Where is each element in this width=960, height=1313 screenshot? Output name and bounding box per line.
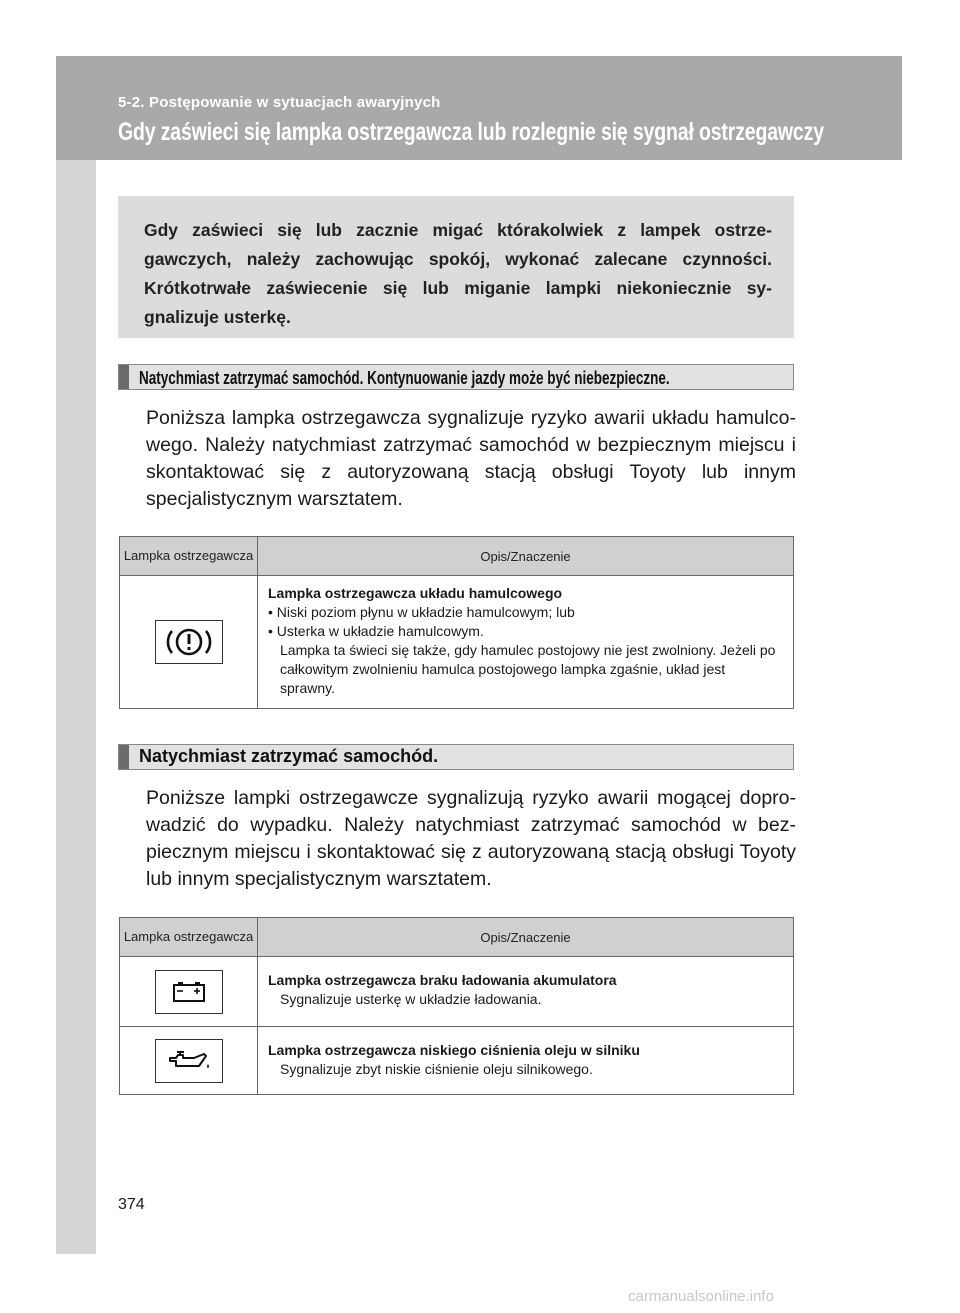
icon-cell: [120, 1027, 258, 1095]
section-heading-2-text: Natychmiast zatrzymać samochód.: [139, 746, 439, 766]
section-2-paragraph: Poniższe lampki ostrzegawcze sygnalizują ryzyko awarii mogącej dopro-wadzić do wypadku. Należy natychmiast zatrzymać samochód w bez-piecznym miejscu i skontaktować się z autoryzowaną stacją obsługi Toyoty lub innym specjalistycznym warsztatem.: [146, 787, 796, 890]
description-cell: [258, 1027, 794, 1095]
page-number: 374: [118, 1196, 145, 1213]
header-description: Opis/Znaczenie: [258, 918, 794, 957]
section-heading-2: [118, 744, 794, 770]
battery-charge-icon: [155, 970, 223, 1014]
brake-warning-table: [119, 536, 794, 709]
icon-cell: [120, 576, 258, 709]
table-row: [120, 576, 794, 709]
lamp-title: Lampka ostrzegawcza braku ładowania akumulatora: [268, 972, 617, 988]
description-cell: [258, 576, 794, 709]
header-lamp: Lampka ostrzegawcza: [120, 537, 258, 576]
page-title: Gdy zaświeci się lampka ostrzegawcza lub rozlegnie się sygnał ostrzegawczy: [118, 118, 824, 146]
lamp-title: Lampka ostrzegawcza niskiego ciśnienia oleju w silniku: [268, 1042, 640, 1058]
lamp-note: Sygnalizuje usterkę w układzie ładowania.: [280, 991, 542, 1007]
icon-cell: [120, 957, 258, 1027]
section-1-paragraph: Poniższa lampka ostrzegawcza sygnalizuje ryzyko awarii układu hamulco-wego. Należy natychmiast zatrzymać samochód w bezpiecznym miejscu i skontaktować się z autoryzowaną stacją obsługi Toyoty lub innym specjalistycznym warsztatem.: [146, 407, 796, 510]
section-label: 5-2. Postępowanie w sytuacjach awaryjnych: [118, 94, 441, 111]
brake-warning-icon: [155, 620, 223, 664]
lamp-bullet: • Usterka w układzie hamulcowym.: [268, 623, 484, 639]
description-cell: [258, 957, 794, 1027]
header-lamp: Lampka ostrzegawcza: [120, 918, 258, 957]
table-row: [120, 957, 794, 1027]
lamp-bullet: • Niski poziom płynu w układzie hamulcowym; lub: [268, 604, 575, 620]
table-row: [120, 1027, 794, 1095]
table-header-row: [120, 918, 794, 957]
lamp-title: Lampka ostrzegawcza układu hamulcowego: [268, 585, 563, 601]
intro-box: Gdy zaświeci się lub zacznie migać którakolwiek z lampek ostrze-gawczych, należy zachowując spokój, wykonać zalecane czynności. Krótkotrwałe zaświecenie się lub miganie lampki niekoniecznie sy-gnalizuje usterkę.: [118, 196, 794, 338]
header-description: Opis/Znaczenie: [258, 537, 794, 576]
warning-lamps-table: [119, 917, 794, 1095]
section-heading-1: [118, 364, 794, 390]
section-heading-1-text: Natychmiast zatrzymać samochód. Kontynuowanie jazdy może być niebezpieczne.: [139, 367, 670, 388]
lamp-note: Sygnalizuje zbyt niskie ciśnienie oleju silnikowego.: [280, 1061, 593, 1077]
watermark: carmanualsonline.info: [628, 1288, 774, 1305]
oil-pressure-icon: [155, 1039, 223, 1083]
table-header-row: [120, 537, 794, 576]
lamp-note: Lampka ta świeci się także, gdy hamulec postojowy nie jest zwolniony. Jeżeli po całkowitym zwolnieniu hamulca postojowego lampka zgaśnie, układ jest sprawny.: [280, 642, 776, 696]
